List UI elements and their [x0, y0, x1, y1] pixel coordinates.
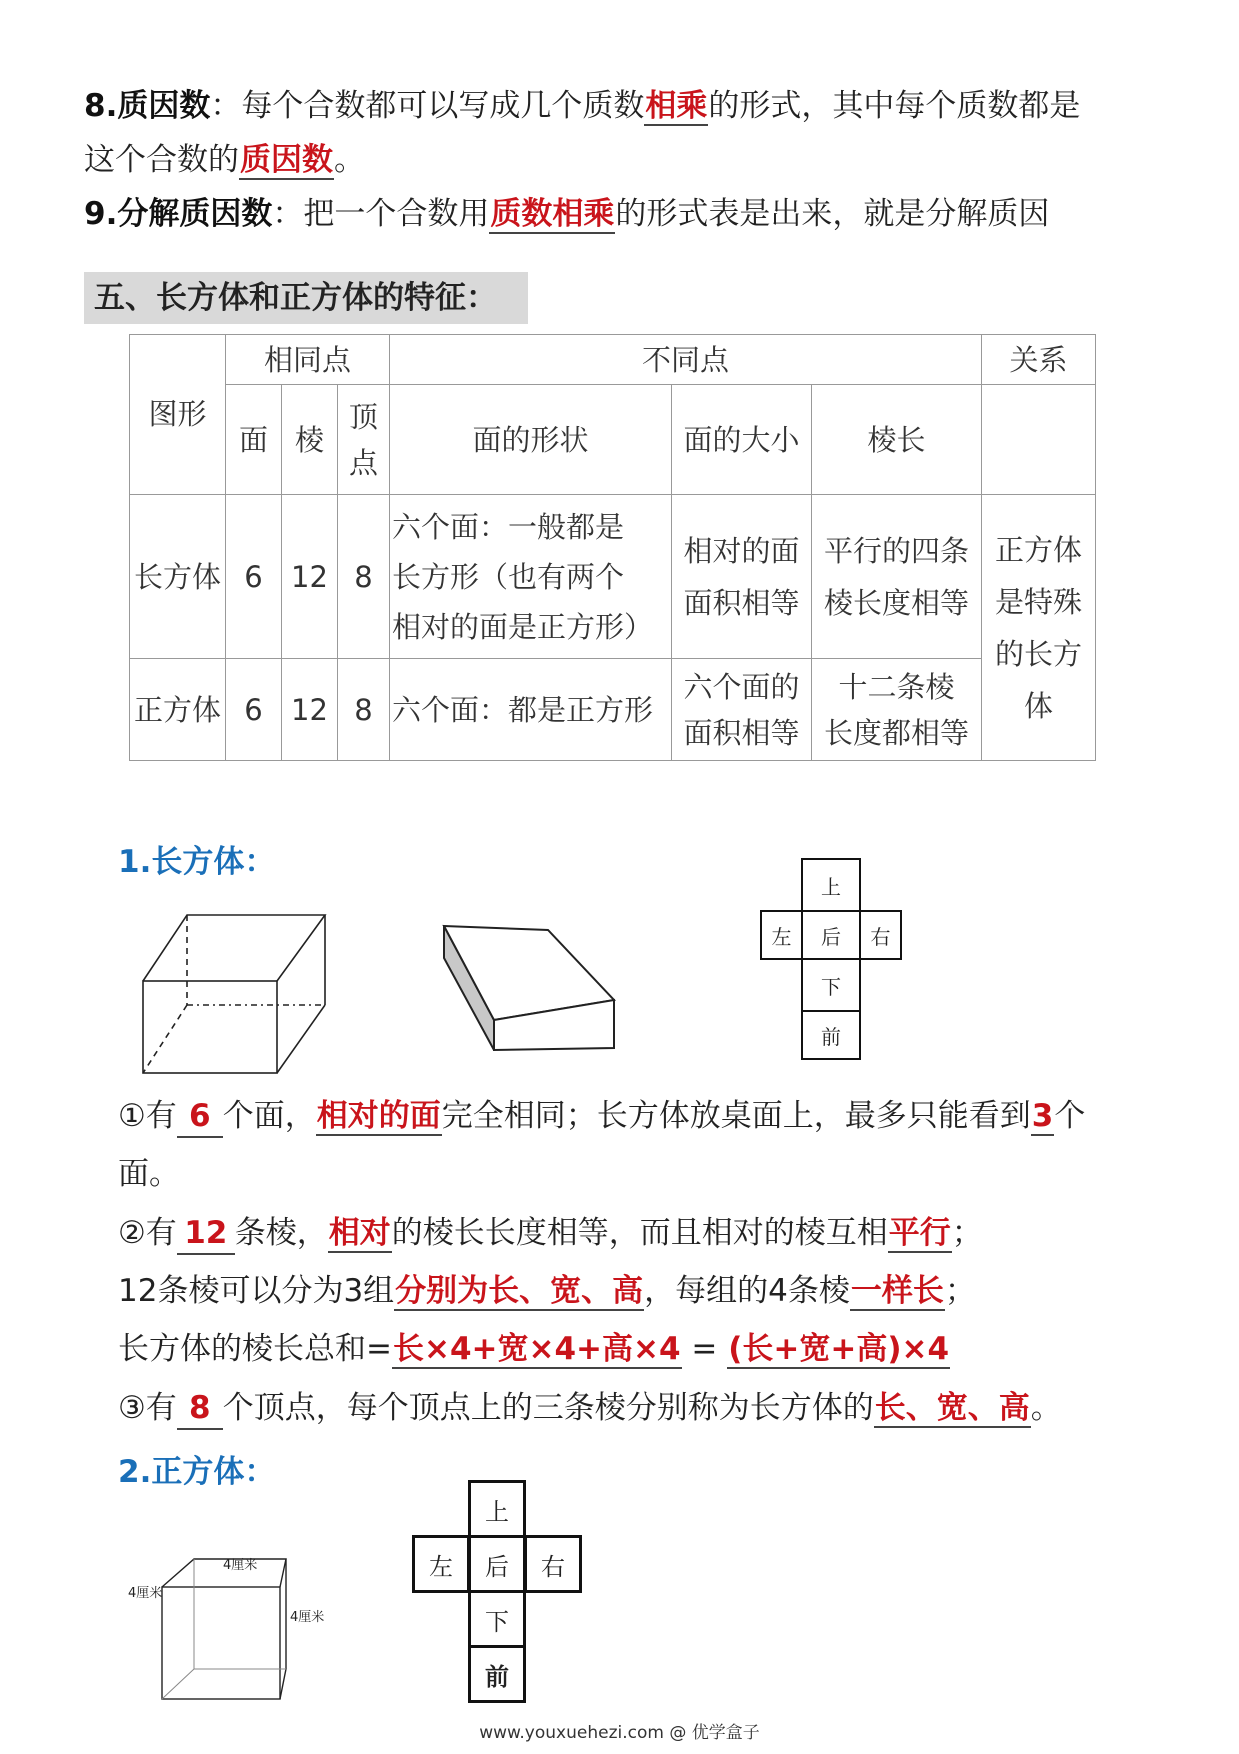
header-edge-length: 棱长: [812, 385, 982, 495]
para-8-text4: 。: [334, 142, 365, 178]
cuboid-fact-2: [118, 1213, 983, 1255]
cube-net-bottom: 下: [468, 1590, 526, 1648]
para-8-text3: 这个合数的: [84, 142, 239, 178]
relation-cell: [982, 495, 1096, 761]
row-cuboid-name: 长方体: [130, 495, 226, 659]
cuboid-fact-2-c: 条棱，: [234, 1215, 328, 1251]
header-diff: 不同点: [390, 335, 982, 385]
para-9-answer1: 质数相乘: [490, 196, 615, 232]
cube-net-back: 后: [468, 1535, 526, 1593]
row-cube-face: 6: [226, 659, 282, 761]
cuboid-net-front: 前: [801, 1010, 861, 1060]
row-cuboid-length: [812, 495, 982, 659]
footer-watermark: www.youxuehezi.com @ 优学盒子: [479, 1723, 760, 1743]
cuboid-fact-2-blank1: 12: [177, 1213, 235, 1255]
para-8-term: 质因数: [117, 88, 211, 124]
header-same: 相同点: [226, 335, 390, 385]
cuboid-fact-1b: 面。: [118, 1156, 180, 1192]
cuboid-net-left: 左: [760, 910, 803, 960]
row-cuboid-shape-l1: 六个面：一般都是: [392, 509, 625, 544]
cube-net-right: 右: [524, 1535, 582, 1593]
cuboid-fact-1-e: 个: [1054, 1098, 1086, 1134]
cuboid-fact-1-c: 个面，: [222, 1098, 316, 1134]
cuboid-fact-2-a: ②有: [118, 1215, 177, 1251]
row-cuboid-shape: [390, 495, 672, 659]
row-cube-length-l2: 长度都相等: [823, 715, 969, 750]
row-cube-edge: 12: [282, 659, 338, 761]
cuboid-fact-1-blank1: 6: [177, 1096, 223, 1138]
cuboid-net-back: 后: [801, 910, 861, 960]
cuboid-fact-5-d: 。: [1030, 1390, 1062, 1426]
cuboid-fact-3-c: ，每组的4条棱: [644, 1273, 850, 1309]
cube-net: [410, 1480, 585, 1710]
header-relation: 关系: [982, 335, 1096, 385]
section-5-heading: 五、长方体和正方体的特征：: [84, 272, 528, 324]
row-cuboid-shape-l2: 长方形（也有两个: [392, 559, 625, 594]
cuboid-heading: 1.长方体：: [118, 844, 276, 880]
header-face-shape: 面的形状: [390, 385, 672, 495]
header-vertex: [338, 385, 390, 495]
cube-dim-left: 4厘米: [128, 1586, 163, 1601]
row-cuboid-edge: 12: [282, 495, 338, 659]
row-cube-shape: 六个面：都是正方形: [390, 659, 672, 761]
relation-l2: 是特殊: [994, 584, 1082, 619]
cuboid-fact-3-a: 12条棱可以分为3组: [118, 1273, 395, 1309]
cuboid-fact-4-blank2: (长+宽+高)×4: [728, 1331, 950, 1367]
relation-l4: 体: [1023, 688, 1053, 723]
row-cuboid-length-l1: 平行的四条: [823, 533, 969, 568]
cuboid-fact-1-d: 完全相同；长方体放桌面上，最多只能看到: [441, 1098, 1031, 1134]
cuboid-net-top: 上: [801, 858, 861, 912]
cuboid-fact-5-blank1: 8: [177, 1388, 223, 1430]
cube-wireframe-diagram: [128, 1545, 348, 1710]
header-face-size: 面的大小: [672, 385, 812, 495]
cuboid-net-right: 右: [859, 910, 902, 960]
cuboid-fact-4-c: =: [681, 1331, 728, 1367]
row-cuboid-size-l1: 相对的面: [683, 533, 800, 568]
cube-net-left: 左: [412, 1535, 470, 1593]
para-8-colon: ：: [210, 88, 242, 124]
row-cuboid-size: [672, 495, 812, 659]
row-cuboid-shape-l3: 相对的面是正方形）: [392, 609, 654, 644]
para-9-text1: 把一个合数用: [303, 196, 490, 232]
cuboid-fact-1-blank2: 相对的面: [316, 1098, 441, 1134]
para-9-num: 9.: [84, 196, 118, 232]
cube-net-top: 上: [468, 1480, 526, 1538]
row-cube-size-l1: 六个面的: [683, 669, 800, 704]
para-8-line1: [84, 86, 1080, 126]
row-cuboid-vertex: 8: [338, 495, 390, 659]
para-8-num: 8.: [84, 88, 118, 124]
cuboid-fact-1: [118, 1096, 1085, 1138]
cuboid-fact-3-blank2: 一样长: [850, 1273, 944, 1309]
para-8-line2: [84, 140, 365, 180]
row-cube-size: [672, 659, 812, 761]
para-8-text1: 每个合数都可以写成几个质数: [241, 88, 645, 124]
cube-heading: 2.正方体：: [118, 1454, 276, 1490]
para-9-term: 分解质因数: [117, 196, 273, 232]
cuboid-fact-5-c: 个顶点，每个顶点上的三条棱分别称为长方体的: [222, 1390, 874, 1426]
cuboid-fact-2-blank2: 相对: [328, 1215, 391, 1251]
cuboid-fact-4: [118, 1329, 950, 1369]
row-cuboid-length-l2: 棱长度相等: [823, 585, 969, 620]
cuboid-fact-3: [118, 1271, 976, 1311]
header-vertex-text: 顶点: [348, 399, 378, 480]
cuboid-fact-5-blank2: 长、宽、高: [874, 1390, 1030, 1426]
cuboid-fact-2-e: ；: [951, 1215, 983, 1251]
cuboid-fact-3-blank1: 分别为长、宽、高: [395, 1273, 644, 1309]
cuboid-fact-4-a: 长方体的棱长总和=: [118, 1331, 392, 1367]
row-cuboid-face: 6: [226, 495, 282, 659]
relation-l1: 正方体: [994, 532, 1082, 567]
cuboid-fact-2-blank3: 平行: [888, 1215, 951, 1251]
para-8-answer2: 质因数: [240, 142, 333, 178]
cuboid-fact-5-a: ③有: [118, 1390, 177, 1426]
para-9-text2: 的形式表是出来，就是分解质因: [615, 196, 1050, 232]
cube-net-front: 前: [468, 1645, 526, 1703]
cube-dim-top: 4厘米: [223, 1558, 258, 1573]
row-cube-length: [812, 659, 982, 761]
para-9-line1: [84, 194, 1049, 234]
cuboid-fact-2-d: 的棱长长度相等，而且相对的棱互相: [391, 1215, 888, 1251]
cuboid-fact-4-blank1: 长×4+宽×4+高×4: [392, 1331, 681, 1367]
cuboid-net: [760, 858, 906, 1076]
cuboid-wireframe-diagram: [135, 905, 335, 1080]
header-edge: 棱: [282, 385, 338, 495]
cuboid-solid-diagram: [438, 920, 618, 1055]
cuboid-net-bottom: 下: [801, 958, 861, 1012]
cube-dim-right: 4厘米: [290, 1610, 325, 1625]
comparison-table: [129, 334, 1096, 761]
header-shape: 图形: [130, 335, 226, 495]
header-relation-empty: [982, 385, 1096, 495]
para-9-colon: ：: [272, 196, 304, 232]
cuboid-fact-1-blank3: 3: [1031, 1098, 1054, 1134]
row-cube-vertex: 8: [338, 659, 390, 761]
para-8-answer1: 相乘: [645, 88, 708, 124]
row-cube-name: 正方体: [130, 659, 226, 761]
relation-l3: 的长方: [994, 636, 1082, 671]
cuboid-fact-5: [118, 1388, 1062, 1430]
row-cube-size-l2: 面积相等: [683, 715, 800, 750]
cuboid-fact-3-d: ；: [944, 1273, 976, 1309]
cuboid-fact-1-a: ①有: [118, 1098, 177, 1134]
para-8-text2: 的形式，其中每个质数都是: [708, 88, 1081, 124]
row-cube-length-l1: 十二条棱: [838, 669, 955, 704]
row-cuboid-size-l2: 面积相等: [683, 585, 800, 620]
header-face: 面: [226, 385, 282, 495]
